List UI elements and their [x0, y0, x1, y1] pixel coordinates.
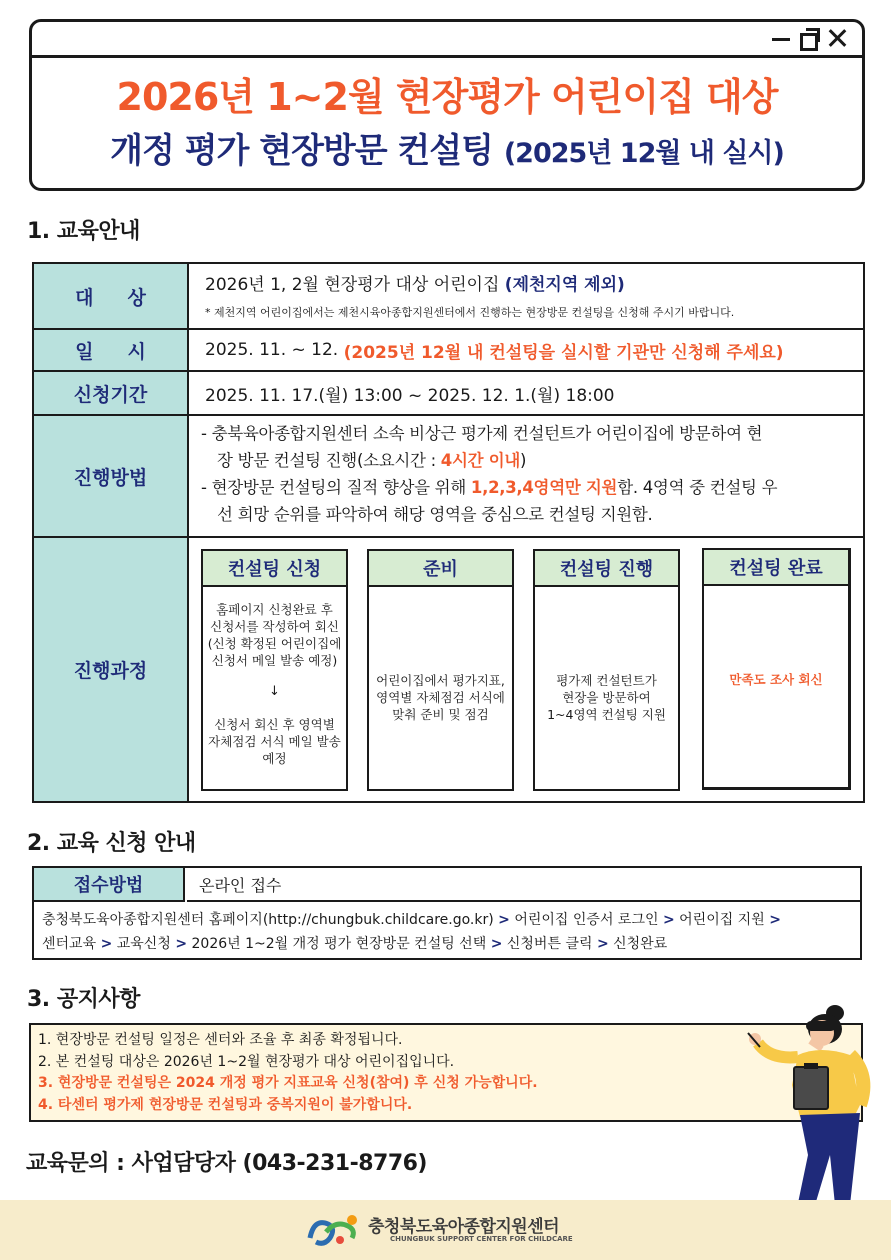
row-period: [34, 372, 863, 416]
sub-title-date: (2025년 12월 내 실시): [503, 138, 784, 169]
value-method: [191, 416, 863, 536]
label-method: 진행방법: [34, 416, 189, 536]
application-path: 충청북도육아종합지원센터 홈페이지(http://chungbuk.childcare.go.kr) > 어린이집 인증서 로그인 > 어린이집 지원 > 센터교육 > 교육신청 > 2026년 1~2월 개정 평가 현장방문 컨설팅 선택 > 신청버튼 클릭 > 신청완료: [42, 912, 781, 952]
sub-title-main: 개정 평가 현장방문 컨설팅: [110, 131, 493, 171]
path-step: 신청완료: [613, 936, 668, 952]
path-step: 교육신청: [116, 936, 171, 952]
step-prepare-body: [369, 589, 512, 789]
education-table: [32, 262, 865, 803]
path-step: 신청버튼 클릭: [506, 936, 593, 952]
label-process: 진행과정: [34, 538, 189, 801]
step-progress: [533, 549, 680, 791]
application-table: [32, 866, 862, 960]
value-process: [191, 538, 863, 801]
org-name: 충청북도육아종합지원센터: [368, 1217, 560, 1237]
step-progress-body: [535, 589, 678, 789]
step-prepare-text: 어린이집에서 평가지표, 영역별 자체점검 서식에 맞춰 준비 및 점검: [376, 672, 505, 722]
path-step: 충청북도육아종합지원센터 홈페이지(http://chungbuk.childcare.go.kr): [42, 912, 494, 928]
maximize-icon[interactable]: [798, 27, 820, 49]
value-receipt: 온라인 접수: [187, 868, 860, 902]
section-title-education: 1. 교육안내: [27, 219, 140, 244]
row-method: [34, 416, 863, 538]
row-target: [34, 264, 863, 330]
target-highlight: (제천지역 제외): [504, 275, 625, 295]
step-progress-text: 평가제 컨설턴트가 현장을 방문하여 1~4영역 컨설팅 지원: [547, 672, 666, 722]
method-hl1: 4시간 이내: [440, 451, 520, 470]
step-apply: [201, 549, 348, 791]
contact-info: 교육문의 : 사업담당자 (043-231-8776): [26, 1151, 427, 1176]
row-date: [34, 330, 863, 372]
step-complete-title: 컨설팅 완료: [704, 550, 848, 586]
target-text: 2026년 1, 2월 현장평가 대상 어린이집: [205, 275, 505, 295]
section-title-application: 2. 교육 신청 안내: [27, 831, 196, 856]
step-complete: [702, 548, 851, 790]
step-apply-title: 컨설팅 신청: [203, 551, 346, 587]
step-prepare-title: 준비: [369, 551, 512, 587]
path-step: 어린이집 인증서 로그인: [514, 912, 659, 928]
main-title: 2026년 1~2월 현장평가 어린이집 대상: [116, 75, 778, 119]
date-text: 2025. 11. ~ 12.: [205, 340, 339, 360]
method-line1: - 충북육아종합지원센터 소속 비상근 평가제 컨설턴트가 어린이집에 방문하여 현: [201, 424, 763, 443]
title-window: [29, 19, 865, 191]
path-step: 2026년 1~2월 개정 평가 현장방문 컨설팅 선택: [191, 936, 487, 952]
notice-item: 1. 현장방문 컨설팅 일정은 센터와 조율 후 최종 확정됩니다.: [38, 1032, 403, 1048]
step-apply-body: [203, 589, 346, 789]
step-apply-text1: 홈페이지 신청완료 후 신청서를 작성하여 회신 (신청 확정된 어린이집에 신청서 메일 발송 예정): [207, 602, 342, 668]
label-receipt: 접수방법: [34, 868, 185, 902]
notice-item: 2. 본 컨설팅 대상은 2026년 1~2월 현장평가 대상 어린이집입니다.: [38, 1053, 455, 1070]
method-line3: - 현장방문 컨설팅의 질적 향상을 위해 1,2,3,4영역만 지원함. 4영역 중 컨설팅 우: [201, 478, 778, 497]
target-note: * 제천지역 어린이집에서는 제천시육아종합지원센터에서 진행하는 현장방문 컨설팅을 신청해 주시기 바랍니다.: [205, 306, 735, 319]
path-step: 센터교육: [42, 936, 97, 952]
row-process: [34, 538, 863, 801]
window-controls: [770, 27, 848, 49]
label-target: 대 상: [34, 264, 189, 328]
value-date: [191, 330, 863, 370]
minimize-icon[interactable]: [770, 27, 792, 49]
value-period: 2025. 11. 17.(월) 13:00 ~ 2025. 12. 1.(월) 18:00: [205, 385, 615, 406]
notice-item-important: 3. 현장방문 컨설팅은 2024 개정 평가 지표교육 신청(참여) 후 신청 가능합니다.: [38, 1075, 538, 1091]
value-target: [191, 264, 863, 328]
close-icon[interactable]: [826, 27, 848, 49]
section-title-notice: 3. 공지사항: [27, 987, 140, 1012]
window-titlebar: [32, 22, 862, 58]
sub-title: [32, 123, 862, 172]
date-highlight: (2025년 12월 내 컨설팅을 실시할 기관만 신청해 주세요): [343, 342, 784, 363]
step-prepare: [367, 549, 514, 791]
label-period: 신청기간: [34, 372, 189, 414]
path-step: 어린이집 지원: [679, 912, 765, 928]
method-line2: 장 방문 컨설팅 진행(소요시간 : 4시간 이내): [217, 451, 527, 470]
method-line4: 선 희망 순위를 파악하여 해당 영역을 중심으로 컨설팅 지원함.: [217, 505, 653, 524]
step-apply-arrow-icon: ↓: [269, 684, 280, 699]
org-name-en: CHUNGBUK SUPPORT CENTER FOR CHILDCARE: [390, 1235, 573, 1243]
center-logo-icon: [306, 1212, 362, 1248]
step-complete-text: 만족도 조사 회신: [729, 672, 823, 687]
label-date: 일 시: [34, 330, 189, 370]
step-apply-text2: 신청서 회신 후 영역별 자체점검 서식 메일 발송 예정: [208, 717, 341, 766]
notice-item-important: 4. 타센터 평가제 현장방문 컨설팅과 중복지원이 불가합니다.: [38, 1096, 413, 1113]
step-complete-body: [704, 588, 848, 787]
step-progress-title: 컨설팅 진행: [535, 551, 678, 587]
method-hl2: 1,2,3,4영역만 지원: [470, 478, 618, 497]
